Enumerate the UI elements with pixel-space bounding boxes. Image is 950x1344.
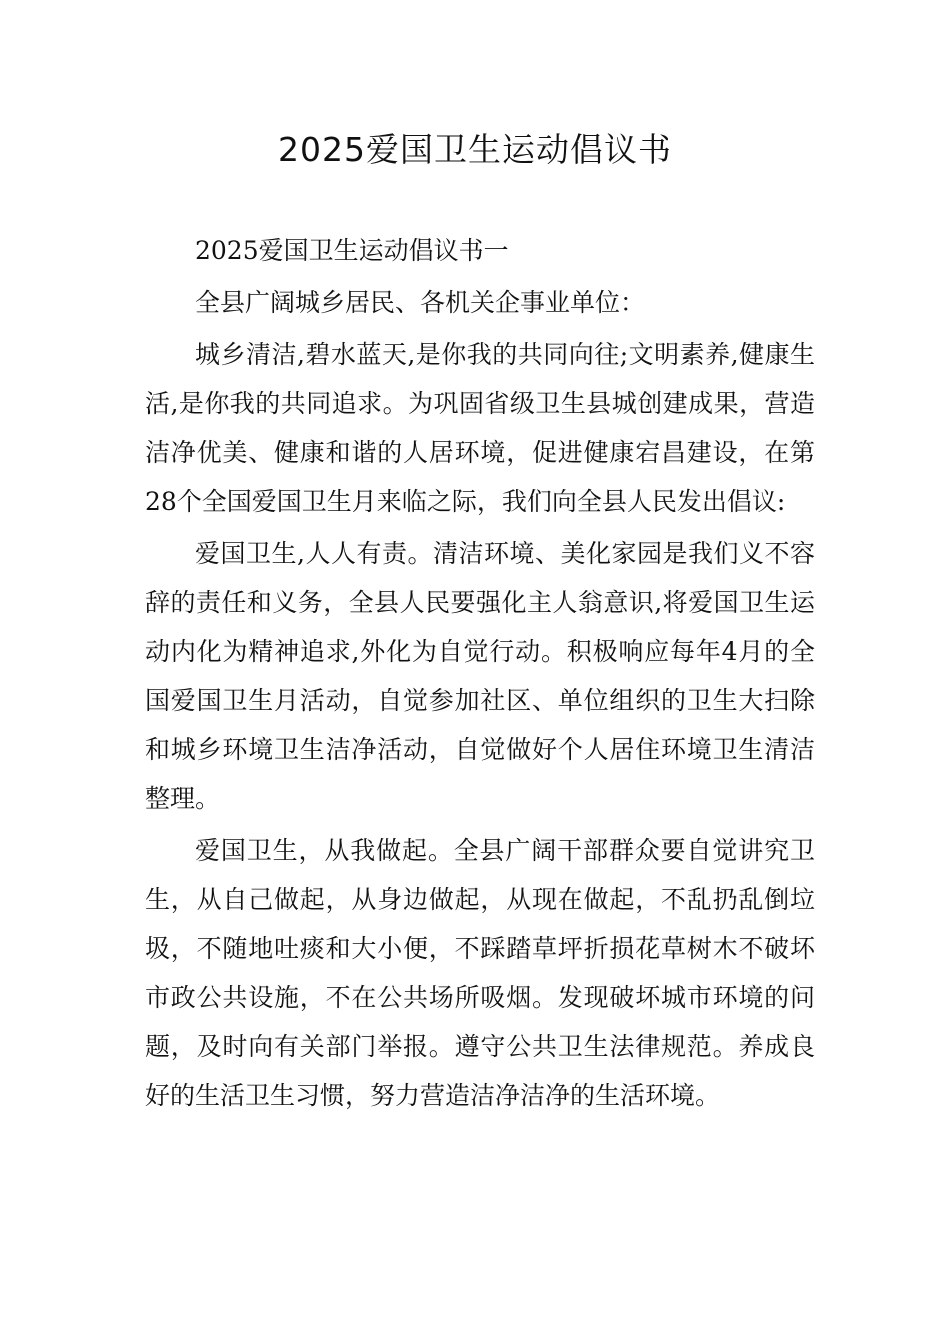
subtitle-paragraph: 2025爱国卫生运动倡议书一 — [195, 236, 509, 265]
document-body — [145, 226, 815, 1123]
body-paragraph: 爱国卫生,人人有责。清洁环境、美化家园是我们义不容辞的责任和义务，全县人民要强化主人翁意识,将爱国卫生运动内化为精神追求,外化为自觉行动。积极响应每年4月的全国爱国卫生月活动，自觉参加社区、单位组织的卫生大扫除和城乡环境卫生洁净活动，自觉做好个人居住环境卫生清洁整理。 — [145, 539, 815, 813]
body-paragraph: 爱国卫生，从我做起。全县广阔干部群众要自觉讲究卫生，从自己做起，从身边做起，从现在做起，不乱扔乱倒垃圾，不随地吐痰和大小便，不踩踏草坪折损花草树木不破坏市政公共设施，不在公共场所吸烟。发现破坏城市环境的问题，及时向有关部门举报。遵守公共卫生法律规范。养成良好的生活卫生习惯，努力营造洁净洁净的生活环境。 — [145, 836, 815, 1110]
body-paragraph: 城乡清洁,碧水蓝天,是你我的共同向往;文明素养,健康生活,是你我的共同追求。为巩固省级卫生县城创建成果，营造洁净优美、健康和谐的人居环境，促进健康宕昌建设，在第28个全国爱国卫生月来临之际，我们向全县人民发出倡议: — [145, 340, 815, 516]
salutation-paragraph: 全县广阔城乡居民、各机关企事业单位： — [195, 288, 646, 317]
document-title: 2025爱国卫生运动倡议书 — [278, 130, 672, 169]
